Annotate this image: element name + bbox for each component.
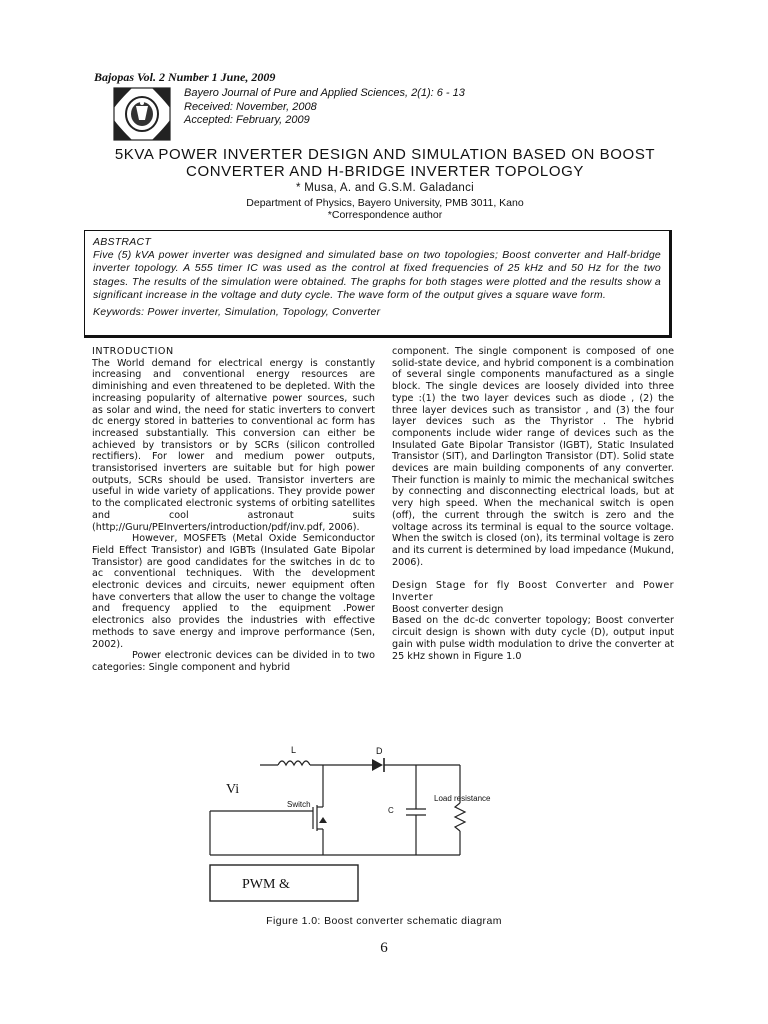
right-column (392, 346, 674, 662)
figure-caption: Figure 1.0: Boost converter schematic diagram (266, 915, 502, 927)
authors: * Musa, A. and G.S.M. Galadanci (295, 182, 475, 194)
boost-design-subheading: Boost converter design (392, 603, 504, 615)
intro-paragraph-2: However, MOSFETs (Metal Oxide Semiconductor Field Effect Transistor) and IGBTs (Insulated Gate Bipolar Transistor) are good candidates for the switches in dc to ac conventional techniques. With the development electronic devices and circuits, newer equipment often have converters that allow the user to change the voltage and frequency applied to the equipment .Power electronics also provides the industries with effective methods to save energy and improve performance (Sen, 2002). (92, 533, 375, 650)
page-number: 6 (380, 940, 388, 956)
keywords: Keywords: Power inverter, Simulation, Topology, Converter (93, 306, 381, 319)
label-pwm: PWM & (242, 877, 290, 892)
correspondence-note: *Correspondence author (327, 209, 443, 221)
design-stage-heading: Design Stage for fly Boost Converter and Power Inverter (392, 580, 674, 604)
boost-converter-figure (198, 745, 518, 917)
title-line-2: CONVERTER AND H-BRIDGE INVERTER TOPOLOGY (186, 163, 584, 180)
abstract-text: Five (5) kVA power inverter was designed and simulated base on two topologies; Boost converter and Half-bridge inverter topology. A 555 timer IC was used as the control at fixed frequencies of 25 kHz and 50 Hz for the two stages. The results of the simulation were obtained. The graphs for both stages were plotted and the results show a significant increase in the voltage and duty cycle. The wave form of the output gives a square wave form. (93, 249, 661, 301)
title-line-1: 5KVA POWER INVERTER DESIGN AND SIMULATION BASED ON BOOST (114, 146, 656, 163)
left-column (92, 346, 375, 674)
abstract-heading: ABSTRACT (93, 236, 152, 248)
introduction-heading: INTRODUCTION (92, 346, 174, 357)
journal-issue-line: Bajopas Vol. 2 Number 1 June, 2009 (94, 70, 276, 84)
article-metadata (184, 87, 465, 128)
intro-paragraph-1: The World demand for electrical energy is constantly increasing and conventional energy resources are diminishing and even threatened to be depleted. With the increasing popularity of alternative power sources, such as solar and wind, the need for static inverters to convert dc energy stored in batteries to conventional ac form has increased substantially. This conversion can either be achieved by transistors or by SCRs (silicon controlled rectifiers). For lower and medium power outputs, transistorised inverters are suitable but for high power outputs, SCRs should be used. Transistor inverters are useful in wide variety of applications. They provide power to the complicated electronic systems of orbiting satellites and cool astronaut suits (http;//Guru/PEInverters/introduction/pdf/inv.pdf, 2006). (92, 357, 375, 533)
affiliation: Department of Physics, Bayero University, PMB 3011, Kano (246, 197, 524, 209)
boost-design-paragraph: Based on the dc-dc converter topology; Boost converter circuit design is shown with duty cycle (D), output input gain with pulse width modulation to drive the converter at 25 kHz shown in Figure 1.0 (392, 615, 674, 662)
boost-converter-schematic (198, 745, 518, 917)
citation-line: Bayero Journal of Pure and Applied Sciences, 2(1): 6 - 13 (184, 87, 465, 99)
label-capacitor: C (388, 806, 394, 815)
accepted-date: Accepted: February, 2009 (184, 114, 310, 126)
paper-title (60, 146, 710, 180)
label-load-resistance: Load resistance (434, 794, 491, 803)
intro-paragraph-3: Power electronic devices can be divided in to two categories: Single component and hybrid (92, 650, 375, 673)
label-vi: Vi (226, 782, 240, 797)
received-date: Received: November, 2008 (184, 100, 317, 113)
components-paragraph: component. The single component is composed of one solid-state device, and hybrid component is a combination of several single components manufactured as a single block. The single devices are loosely divided into three type :(1) the two layer devices such as diode , (2) the three layer devices such as transistor , and (3) the four layer devices such as the Thyristor . The hybrid components include wider range of devices such as the Insulated Gate Bipolar Transistor (IGBT), Static Insulated Transistor (SIT), and Darlington Transistor (DT). Solid state devices are main building components of any converter. Their function is mainly to mimic the mechanical switches by connecting and disconnecting electrical loads, but at very high speed. When the mechanical switch is open (off), the current through the switch is zero and the voltage across its terminal is equal to the source voltage. When the switch is closed (on), its terminal voltage is zero and its current is determined by load impedance (Mukund, 2006). (392, 346, 674, 568)
journal-logo (112, 86, 172, 142)
label-inductor: L (291, 745, 297, 755)
label-switch: Switch (287, 800, 311, 809)
label-diode: D (376, 746, 383, 756)
abstract-box (84, 230, 672, 338)
